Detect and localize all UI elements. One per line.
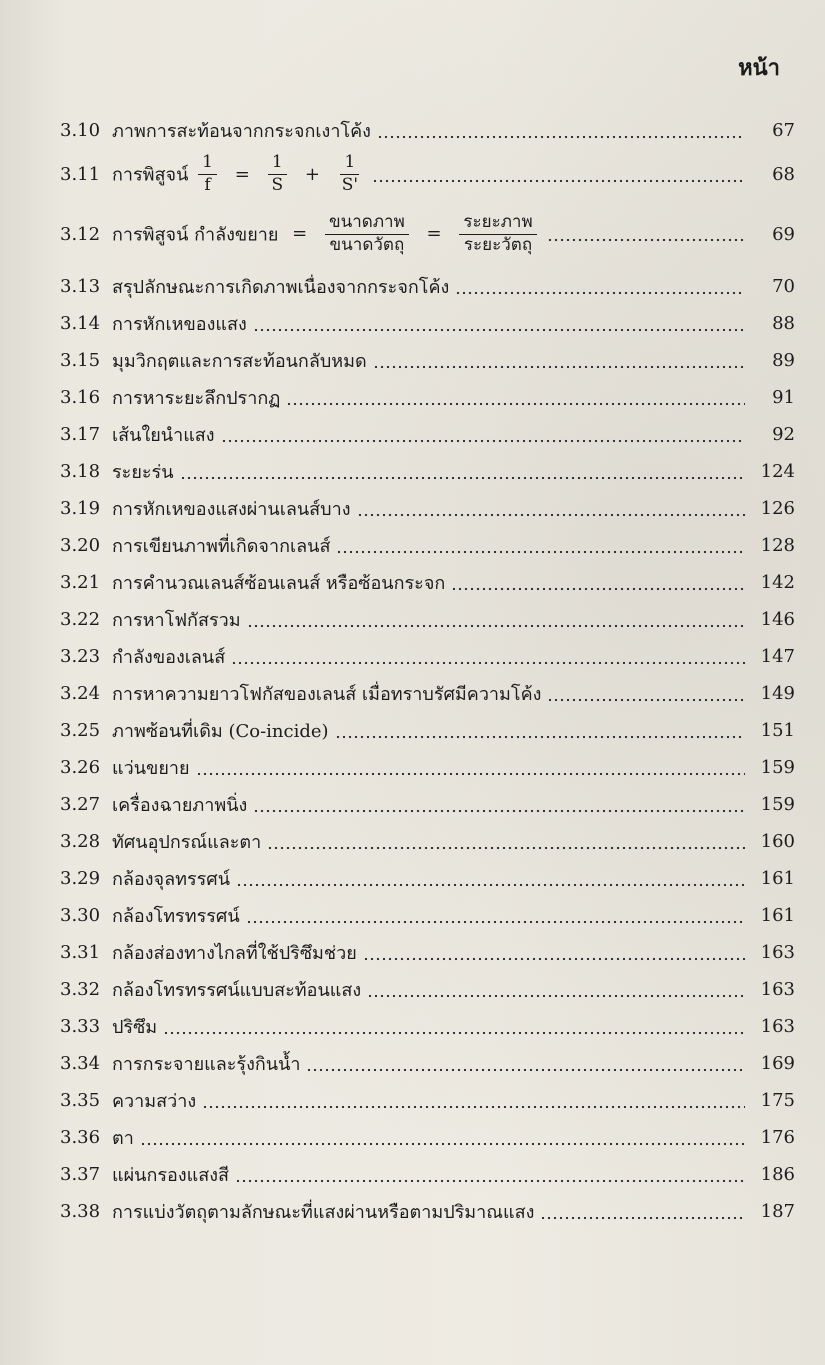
dot-leader xyxy=(363,957,745,961)
entry-page: 169 xyxy=(760,1053,795,1074)
entry-title: การพิสูจน์ กำลังขยาย xyxy=(112,224,279,246)
entry-title: การหักเหของแสง xyxy=(112,314,247,335)
entry-page: 67 xyxy=(772,120,795,141)
dot-leader xyxy=(221,439,745,443)
entry-page: 124 xyxy=(760,461,795,482)
entry-number: 3.19 xyxy=(60,498,101,519)
dot-leader xyxy=(540,1216,745,1220)
fraction-magnification-size xyxy=(325,213,409,255)
entry-number: 3.32 xyxy=(60,979,101,1000)
entry-page: 159 xyxy=(760,757,795,778)
entry-page: 88 xyxy=(772,313,795,334)
dot-leader xyxy=(451,587,745,591)
entry-number: 3.18 xyxy=(60,461,101,482)
toc-entry xyxy=(60,1008,795,1045)
entry-title: แว่นขยาย xyxy=(112,758,190,779)
dot-leader xyxy=(267,846,745,850)
entry-number: 3.22 xyxy=(60,609,101,630)
dot-leader xyxy=(253,328,745,332)
entry-number: 3.10 xyxy=(60,120,101,141)
entry-number: 3.35 xyxy=(60,1090,101,1111)
dot-leader xyxy=(367,994,745,998)
table-of-contents xyxy=(60,112,795,1230)
entry-page: 161 xyxy=(760,868,795,889)
entry-title: เส้นใยนำแสง xyxy=(112,425,215,446)
plus-sign: + xyxy=(304,163,320,185)
dot-leader xyxy=(373,365,745,369)
entry-title: กำลังของเลนส์ xyxy=(112,647,226,668)
entry-page: 163 xyxy=(760,1016,795,1037)
fraction-denominator: S' xyxy=(341,175,359,195)
entry-page: 151 xyxy=(760,720,795,741)
equals-sign: = xyxy=(234,163,250,185)
entry-page: 187 xyxy=(760,1201,795,1222)
dot-leader xyxy=(246,920,745,924)
dot-leader xyxy=(306,1068,745,1072)
fraction-denominator: ระยะวัตถุ xyxy=(463,234,533,255)
toc-entry xyxy=(60,1119,795,1156)
dot-leader xyxy=(236,883,745,887)
entry-page: 91 xyxy=(772,387,795,408)
entry-number: 3.30 xyxy=(60,905,101,926)
entry-page: 147 xyxy=(760,646,795,667)
fraction-1-over-s-prime xyxy=(338,153,362,195)
entry-title: ทัศนอุปกรณ์และตา xyxy=(112,832,262,853)
entry-number: 3.36 xyxy=(60,1127,101,1148)
dot-leader xyxy=(547,238,745,242)
entry-number: 3.38 xyxy=(60,1201,101,1222)
page-column-heading: หน้า xyxy=(738,55,780,81)
entry-title: เครื่องฉายภาพนิ่ง xyxy=(112,795,248,816)
entry-number: 3.12 xyxy=(60,223,101,245)
toc-entry xyxy=(60,638,795,675)
entry-page: 159 xyxy=(760,794,795,815)
dot-leader xyxy=(547,698,745,702)
entry-title: ปริซึม xyxy=(112,1017,158,1038)
entry-page: 163 xyxy=(760,942,795,963)
toc-entry xyxy=(60,416,795,453)
entry-title: มุมวิกฤตและการสะท้อนกลับหมด xyxy=(112,351,367,372)
dot-leader xyxy=(140,1142,745,1146)
entry-title: กล้องโทรทรรศน์ xyxy=(112,906,240,927)
toc-entry xyxy=(60,490,795,527)
entry-title: การกระจายและรุ้งกินน้ำ xyxy=(112,1054,301,1075)
entry-number: 3.31 xyxy=(60,942,101,963)
fraction-1-over-s xyxy=(268,153,288,195)
entry-page: 126 xyxy=(760,498,795,519)
entry-title: แผ่นกรองแสงสี xyxy=(112,1165,229,1186)
equals-sign: = xyxy=(426,223,442,244)
entry-number: 3.37 xyxy=(60,1164,101,1185)
entry-number: 3.11 xyxy=(60,164,101,185)
dot-leader xyxy=(336,550,745,554)
entry-number: 3.33 xyxy=(60,1016,101,1037)
toc-entry xyxy=(60,564,795,601)
entry-number: 3.17 xyxy=(60,424,101,445)
entry-title: การแบ่งวัตถุตามลักษณะที่แสงผ่านหรือตามปริมาณแสง xyxy=(112,1202,535,1223)
toc-entry xyxy=(60,860,795,897)
entry-page: 68 xyxy=(772,164,795,185)
entry-number: 3.29 xyxy=(60,868,101,889)
entry-title: การหักเหของแสงผ่านเลนส์บาง xyxy=(112,499,351,520)
dot-leader xyxy=(180,476,745,480)
toc-entry xyxy=(60,1193,795,1230)
entry-page: 89 xyxy=(772,350,795,371)
dot-leader xyxy=(357,513,746,517)
toc-entry-3-10 xyxy=(60,112,795,149)
entry-page: 92 xyxy=(772,424,795,445)
toc-entry xyxy=(60,601,795,638)
fraction-numerator: 1 xyxy=(198,153,217,175)
entry-title: ระยะร่น xyxy=(112,462,174,483)
toc-entry xyxy=(60,749,795,786)
toc-entry xyxy=(60,934,795,971)
toc-entry xyxy=(60,675,795,712)
entry-number: 3.14 xyxy=(60,313,101,334)
entry-title: ภาพซ้อนที่เดิม (Co-incide) xyxy=(112,721,329,742)
entry-title: ภาพการสะท้อนจากกระจกเงาโค้ง xyxy=(112,121,371,142)
dot-leader xyxy=(196,772,745,776)
fraction-numerator: ระยะภาพ xyxy=(459,213,536,235)
entry-number: 3.15 xyxy=(60,350,101,371)
toc-entry xyxy=(60,971,795,1008)
dot-leader xyxy=(202,1105,745,1109)
entry-title-formula xyxy=(110,153,366,195)
dot-leader xyxy=(286,402,745,406)
entry-page: 128 xyxy=(760,535,795,556)
dot-leader xyxy=(235,1179,745,1183)
fraction-denominator: S xyxy=(271,175,284,195)
toc-entry xyxy=(60,305,795,342)
fraction-magnification-distance xyxy=(459,213,536,255)
dot-leader xyxy=(231,661,745,665)
dot-leader xyxy=(163,1031,745,1035)
toc-entry xyxy=(60,342,795,379)
entry-title: ความสว่าง xyxy=(112,1091,197,1112)
entry-number: 3.34 xyxy=(60,1053,101,1074)
entry-title: การหาโฟกัสรวม xyxy=(112,610,241,631)
entry-page: 142 xyxy=(760,572,795,593)
entry-number: 3.27 xyxy=(60,794,101,815)
fraction-numerator: 1 xyxy=(268,153,287,175)
entry-number: 3.24 xyxy=(60,683,101,704)
entry-title-formula xyxy=(110,213,541,255)
entry-page: 149 xyxy=(760,683,795,704)
entry-title: กล้องโทรทรรศน์แบบสะท้อนแสง xyxy=(112,980,362,1001)
equals-sign: = xyxy=(292,223,308,244)
entry-page: 186 xyxy=(760,1164,795,1185)
entry-number: 3.21 xyxy=(60,572,101,593)
toc-entry xyxy=(60,527,795,564)
entry-title: กล้องจุลทรรศน์ xyxy=(112,869,231,890)
fraction-denominator: f xyxy=(204,175,211,195)
dot-leader xyxy=(377,135,745,139)
dot-leader xyxy=(247,624,745,628)
toc-entry xyxy=(60,786,795,823)
entry-number: 3.16 xyxy=(60,387,101,408)
toc-entry xyxy=(60,823,795,860)
entry-page: 160 xyxy=(760,831,795,852)
entry-page: 176 xyxy=(760,1127,795,1148)
toc-entry xyxy=(60,379,795,416)
toc-entry xyxy=(60,1045,795,1082)
toc-entry xyxy=(60,1082,795,1119)
entry-title: การหาระยะลึกปรากฏ xyxy=(112,388,281,409)
toc-entry xyxy=(60,453,795,490)
fraction-1-over-f xyxy=(198,153,217,195)
entry-title: ตา xyxy=(112,1128,134,1149)
dot-leader xyxy=(455,291,745,295)
entry-page: 70 xyxy=(772,276,795,297)
entry-number: 3.26 xyxy=(60,757,101,778)
entry-title: การเขียนภาพที่เกิดจากเลนส์ xyxy=(112,536,331,557)
entry-title: การหาความยาวโฟกัสของเลนส์ เมื่อทราบรัศมีความโค้ง xyxy=(112,684,542,705)
entry-number: 3.13 xyxy=(60,276,101,297)
entry-title: กล้องส่องทางไกลที่ใช้ปริซึมช่วย xyxy=(112,943,357,964)
fraction-denominator: ขนาดวัตถุ xyxy=(329,234,405,255)
entry-number: 3.28 xyxy=(60,831,101,852)
toc-entry-3-12 xyxy=(60,200,795,268)
toc-entry xyxy=(60,1156,795,1193)
toc-entry-3-11 xyxy=(60,149,795,200)
toc-entry xyxy=(60,897,795,934)
fraction-numerator: ขนาดภาพ xyxy=(325,213,409,235)
entry-title: การคำนวณเลนส์ซ้อนเลนส์ หรือซ้อนกระจก xyxy=(112,573,446,594)
toc-entry xyxy=(60,268,795,305)
entry-page: 175 xyxy=(760,1090,795,1111)
entry-number: 3.20 xyxy=(60,535,101,556)
entry-title: สรุปลักษณะการเกิดภาพเนื่องจากกระจกโค้ง xyxy=(112,277,450,298)
dot-leader xyxy=(372,179,745,183)
entry-page: 161 xyxy=(760,905,795,926)
toc-entry xyxy=(60,712,795,749)
entry-page: 69 xyxy=(772,223,795,245)
entry-page: 163 xyxy=(760,979,795,1000)
entry-number: 3.23 xyxy=(60,646,101,667)
entry-page: 146 xyxy=(760,609,795,630)
entry-number: 3.25 xyxy=(60,720,101,741)
entry-title: การพิสูจน์ xyxy=(112,165,189,186)
dot-leader xyxy=(253,809,745,813)
fraction-numerator: 1 xyxy=(340,153,359,175)
dot-leader xyxy=(335,735,745,739)
